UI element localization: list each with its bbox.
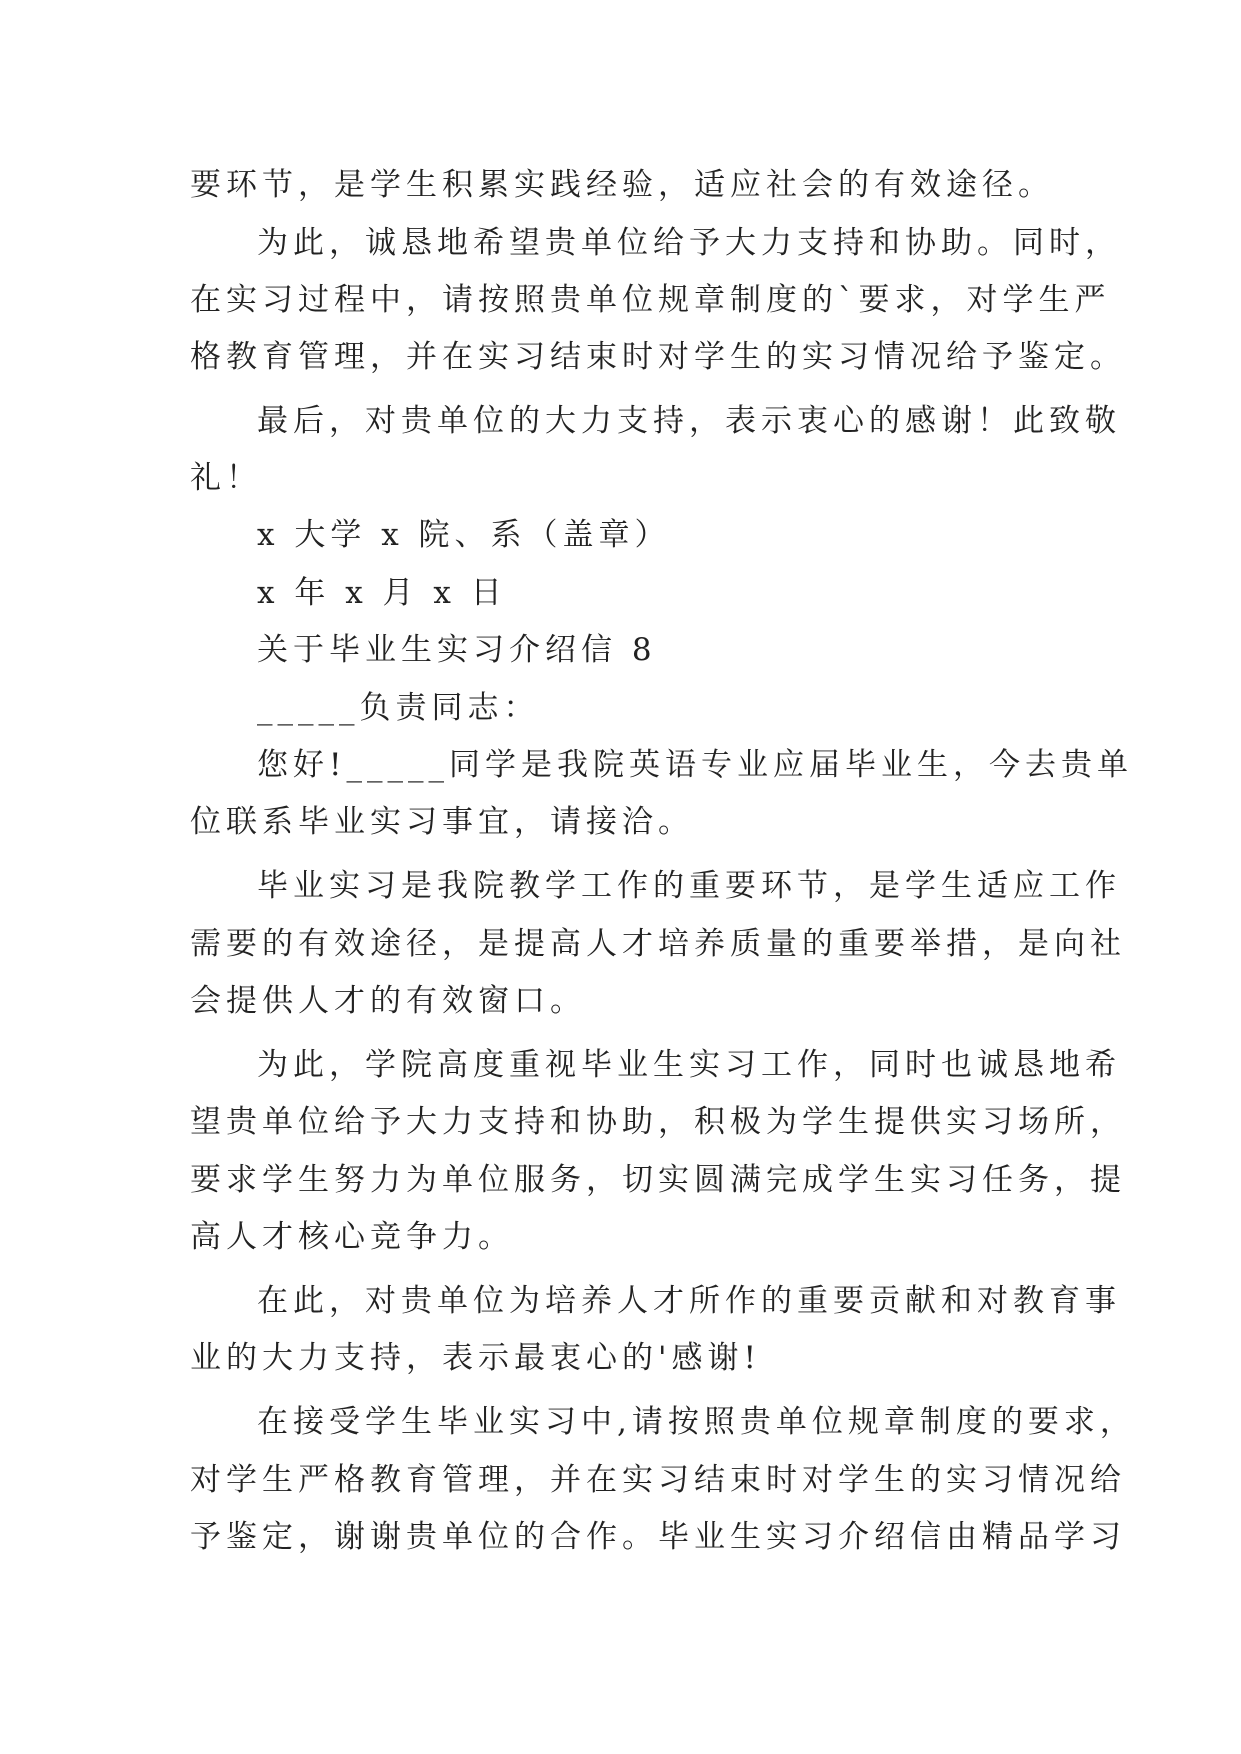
text-line: 高人才核心竞争力。 <box>190 1219 514 1255</box>
text-line: 礼！ <box>190 460 262 496</box>
text-line: 位联系毕业实习事宜，请接洽。 <box>190 804 694 840</box>
text-line: 在此，对贵单位为培养人才所作的重要贡献和对教育事 <box>257 1283 1121 1319</box>
text-line: 为此，学院高度重视毕业生实习工作，同时也诚恳地希 <box>257 1047 1121 1083</box>
text-line: 予鉴定，谢谢贵单位的合作。毕业生实习介绍信由精品学习 <box>190 1519 1126 1555</box>
text-line: 需要的有效途径，是提高人才培养质量的重要举措，是向社 <box>190 926 1126 962</box>
signature-unit: x 大学 x 院、系（盖章） <box>257 517 671 553</box>
salutation: _____负责同志： <box>257 690 540 726</box>
text-line: 业的大力支持，表示最衷心的'感谢! <box>190 1340 761 1376</box>
text-line: 会提供人才的有效窗口。 <box>190 983 586 1019</box>
text-line: 在实习过程中，请按照贵单位规章制度的`要求，对学生严 <box>190 282 1111 318</box>
text-line: 在接受学生毕业实习中,请按照贵单位规章制度的要求， <box>257 1404 1136 1440</box>
text-line: 格教育管理，并在实习结束时对学生的实习情况给予鉴定。 <box>190 339 1126 375</box>
text-line: 对学生严格教育管理，并在实习结束时对学生的实习情况给 <box>190 1462 1126 1498</box>
text-line: 毕业实习是我院教学工作的重要环节，是学生适应工作 <box>257 868 1121 904</box>
text-line: 最后，对贵单位的大力支持，表示衷心的感谢！此致敬 <box>257 403 1121 439</box>
section-title: 关于毕业生实习介绍信 8 <box>257 632 657 668</box>
signature-date: x 年 x 月 x 日 <box>257 575 507 611</box>
text-line: 为此，诚恳地希望贵单位给予大力支持和协助。同时， <box>257 225 1121 261</box>
text-line: 您好!_____同学是我院英语专业应届毕业生，今去贵单 <box>257 747 1133 783</box>
text-line: 要求学生努力为单位服务，切实圆满完成学生实习任务，提 <box>190 1162 1126 1198</box>
text-line: 望贵单位给予大力支持和协助，积极为学生提供实习场所， <box>190 1104 1126 1140</box>
text-line: 要环节，是学生积累实践经验，适应社会的有效途径。 <box>190 167 1054 203</box>
